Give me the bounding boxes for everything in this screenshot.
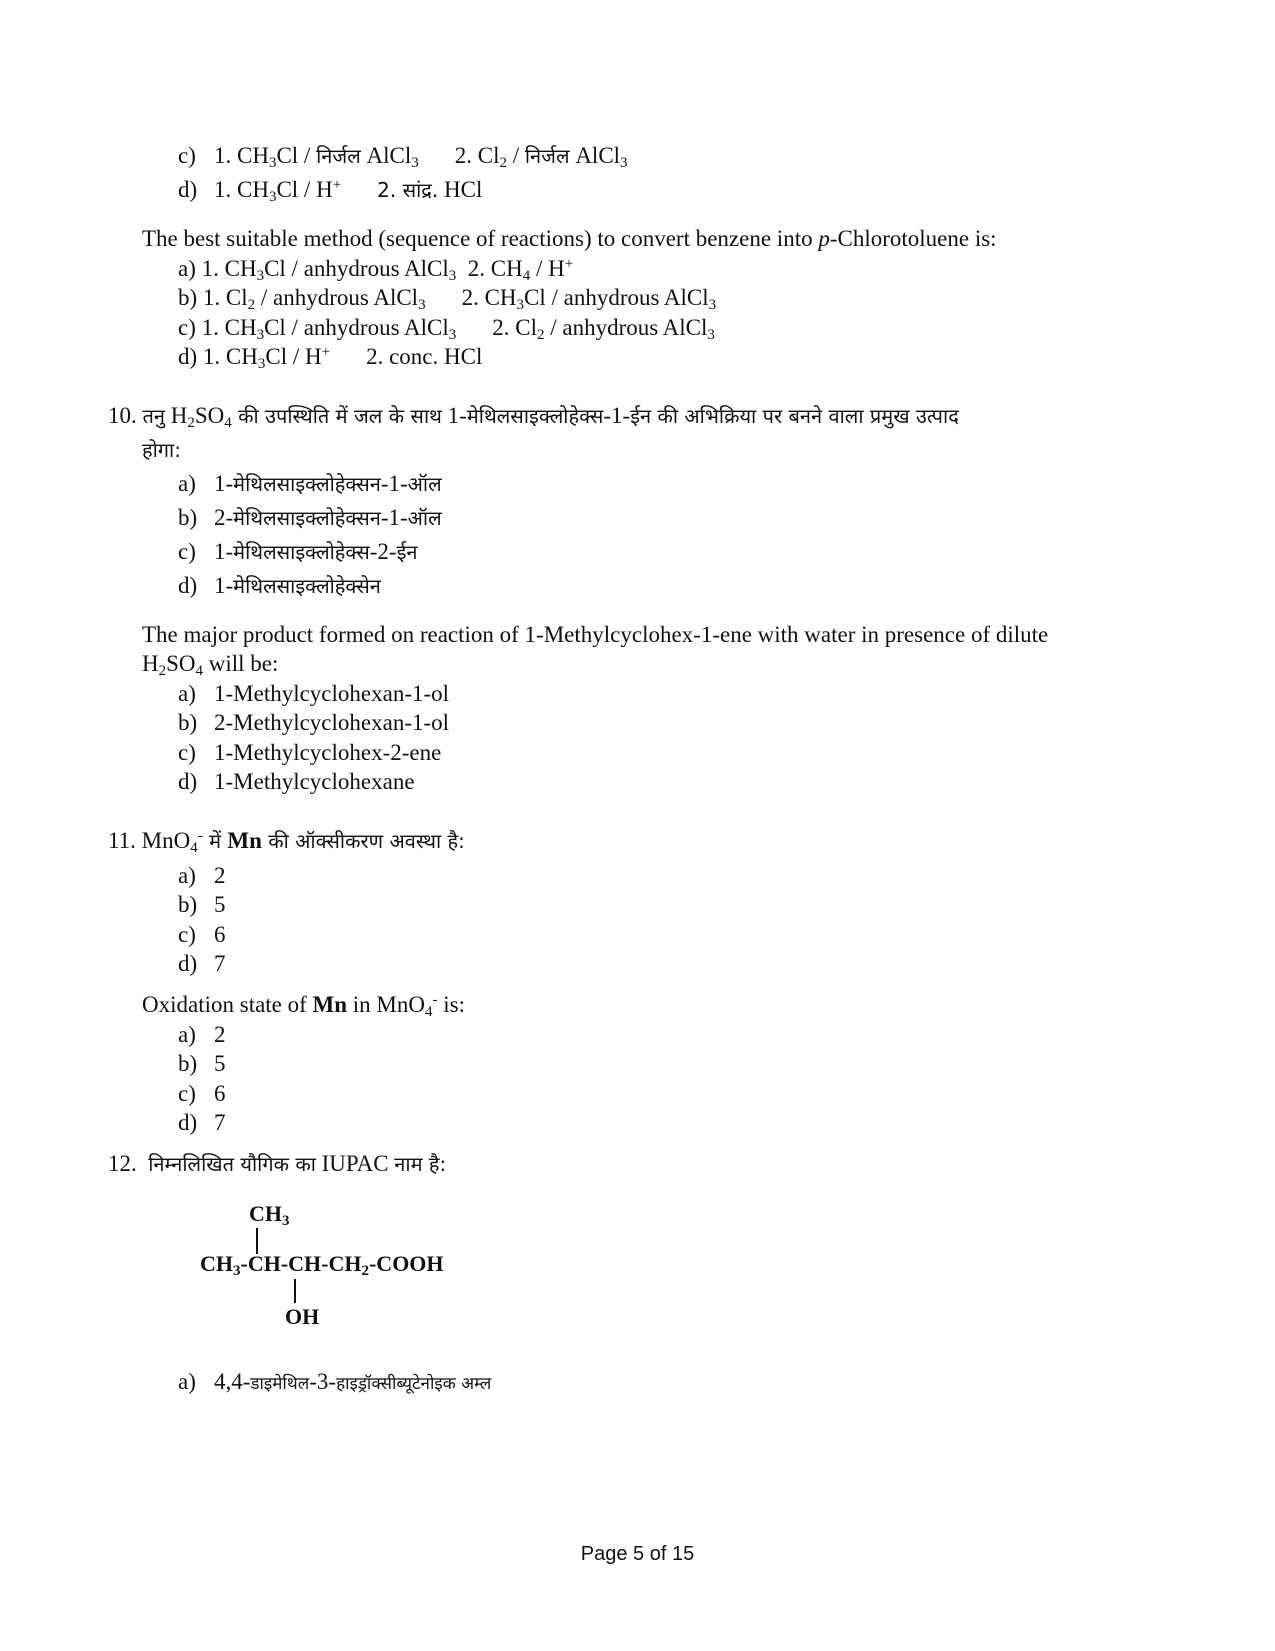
q9-en-option-d: d) 1. $CH_3Cl / H^+$ 2. conc. HCl xyxy=(178,344,483,372)
q10-hi-option-c: c) 1-मेथिलसाइक्लोहेक्स-2-ईन xyxy=(178,539,418,564)
q11-en-question: Oxidation state of Mn in MnO$_4$- is: xyxy=(142,992,465,1020)
q10-hi-option-b: b) 2-मेथिलसाइक्लोहेक्सन-1-ऑल xyxy=(178,505,442,530)
q10-en-option-d: d) 1-Methylcyclohexane xyxy=(178,769,415,794)
prev-hindi-option-c: c) 1. $CH_3Cl$ / निर्जल AlCl$_3$ 2. $Cl_2$ / निर्जल AlCl$_3$ xyxy=(178,143,628,171)
formula-main-chain: $CH_3-CH-CH-CH_2$-COOH xyxy=(200,1251,444,1279)
q9-en-question: The best suitable method (sequence of reactions) to convert benzene into p-Chlorotoluene is: xyxy=(142,226,997,251)
q11-en-option-a: a) 2 xyxy=(178,1022,226,1047)
q11-hi-option-d: d) 7 xyxy=(178,951,226,976)
q10-hi-question-line1: 10. तनु $H_2SO_4$ की उपस्थिति में जल के साथ 1-मेथिलसाइक्लोहेक्स-1-ईन की अभिक्रिया पर बनने वाला प्रमुख उत्पाद xyxy=(108,403,959,431)
q10-en-option-c: c) 1-Methylcyclohex-2-ene xyxy=(178,740,442,765)
bond-vertical-bottom xyxy=(294,1279,296,1303)
q10-en-option-b: b) 2-Methylcyclohexan-1-ol xyxy=(178,710,450,735)
q9-en-option-b: b) 1. $Cl_2$ / anhydrous AlCl$_3$ 2. $CH_3Cl$ / anhydrous AlCl$_3$ xyxy=(178,285,717,313)
q11-hi-option-c: c) 6 xyxy=(178,922,226,947)
q12-hi-question: 12. निम्नलिखित यौगिक का IUPAC नाम है: xyxy=(108,1151,447,1176)
q9-en-option-c: c) 1. $CH_3Cl$ / anhydrous AlCl$_3$ 2. $Cl_2$ / anhydrous AlCl$_3$ xyxy=(178,315,715,343)
prev-hindi-option-d: d) 1. $CH_3Cl / H^+$ 2. सांद्र. HCl xyxy=(178,177,483,205)
q12-hi-option-a: a) 4,4-डाइमेथिल-3-हाइड्रॉक्सीब्यूटेनोइक अम्ल xyxy=(178,1369,492,1394)
q11-en-option-c: c) 6 xyxy=(178,1081,226,1106)
q10-hi-option-a: a) 1-मेथिलसाइक्लोहेक्सन-1-ऑल xyxy=(178,471,442,496)
q11-hi-question: 11. MnO$_4$- में Mn की ऑक्सीकरण अवस्था है: xyxy=(108,828,465,856)
q10-en-question-line1: The major product formed on reaction of 1-Methylcyclohex-1-ene with water in presence of dilute xyxy=(142,622,1049,647)
q11-hi-option-b: b) 5 xyxy=(178,892,226,917)
q9-en-option-a: a) 1. $CH_3Cl$ / anhydrous AlCl$_3$ 2. $CH_4 / H^+$ xyxy=(178,256,574,284)
q10-hi-option-d: d) 1-मेथिलसाइक्लोहेक्सेन xyxy=(178,573,381,598)
formula-methyl-branch: $CH_3$ xyxy=(249,1201,290,1229)
q11-en-option-b: b) 5 xyxy=(178,1051,226,1076)
q11-hi-option-a: a) 2 xyxy=(178,863,226,888)
q10-en-option-a: a) 1-Methylcyclohexan-1-ol xyxy=(178,681,450,706)
q10-en-question-line2: $H_2SO_4$ will be: xyxy=(142,651,279,679)
page-number: Page 5 of 15 xyxy=(580,1543,695,1565)
q10-hi-question-line2: होगा: xyxy=(142,438,181,462)
formula-hydroxyl: OH xyxy=(285,1304,320,1329)
q11-en-option-d: d) 7 xyxy=(178,1110,226,1135)
